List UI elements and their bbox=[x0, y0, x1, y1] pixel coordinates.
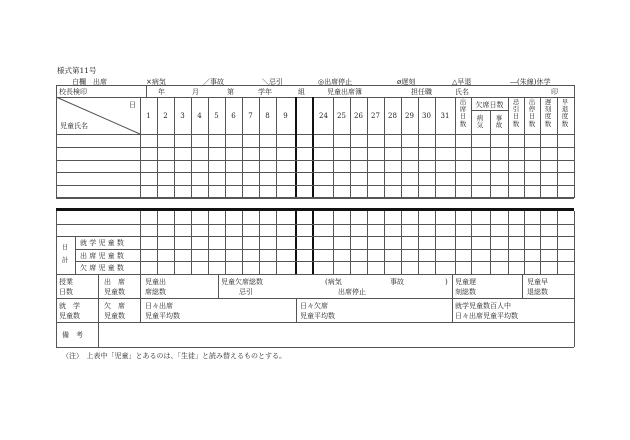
day-25: 25 bbox=[337, 112, 346, 120]
sick-total-label: (病気 bbox=[325, 278, 342, 286]
suspension-total-label: 出席停止 bbox=[338, 288, 366, 296]
teacher-label: 担任職 bbox=[411, 88, 432, 96]
enrolled-count-label: 就 学 児 童 数 bbox=[80, 239, 124, 247]
legend-sick: ×病気 bbox=[146, 78, 166, 86]
enrolled-students-l2: 児童数 bbox=[59, 312, 80, 320]
break-line bbox=[56, 208, 574, 211]
rate-l1: 就学児童数百人中 bbox=[455, 302, 511, 310]
attend-days-header: 出席日数 bbox=[459, 98, 467, 128]
legend-early: △早退 bbox=[452, 78, 472, 86]
year-label: 年 bbox=[158, 88, 165, 96]
daily-attend-l2: 児童平均数 bbox=[145, 312, 180, 320]
daily-attend-l1: 日々出席 bbox=[145, 302, 173, 310]
absence-days-header: 欠席日数 bbox=[475, 101, 504, 109]
suspension-header: 出停日数 bbox=[528, 98, 536, 128]
early-total-l2: 退総数 bbox=[527, 288, 548, 296]
class-days-l2: 日数 bbox=[59, 288, 73, 296]
early-total-l1: 児童早 bbox=[527, 278, 548, 286]
sick-header: 病気 bbox=[476, 114, 484, 130]
legend-suspension: ◎出席停止 bbox=[318, 78, 353, 86]
legend-accident: ／事故 bbox=[203, 78, 224, 86]
day-26: 26 bbox=[354, 112, 363, 120]
mourning-header: 忌引日数 bbox=[512, 98, 520, 128]
day-6: 6 bbox=[231, 112, 236, 120]
paren-close: ) bbox=[445, 278, 448, 286]
day-4: 4 bbox=[197, 112, 202, 120]
day-24: 24 bbox=[319, 112, 328, 120]
dai-label: 第 bbox=[227, 88, 234, 96]
enrolled-students-l1: 就 学 bbox=[59, 302, 80, 310]
day-27: 27 bbox=[371, 112, 380, 120]
legend-late: ø遅刻 bbox=[397, 78, 416, 86]
daily-absent-l2: 児童平均数 bbox=[300, 312, 335, 320]
day-9: 9 bbox=[283, 112, 288, 120]
day-29: 29 bbox=[405, 112, 414, 120]
seal-label: 印 bbox=[551, 88, 558, 96]
corner-student-label: 児童氏名 bbox=[60, 122, 88, 130]
late-total-l1: 児童遅 bbox=[455, 278, 476, 286]
absent-count-label: 欠 席 児 童 数 bbox=[80, 264, 124, 272]
absent-students-l1: 欠 席 bbox=[104, 302, 125, 310]
accident-header: 事故 bbox=[495, 114, 503, 130]
day-30: 30 bbox=[422, 112, 431, 120]
month-label: 月 bbox=[192, 88, 199, 96]
rate-l2: 日々出席児童平均数 bbox=[455, 312, 518, 320]
total-attend-l1: 児童出 bbox=[145, 278, 166, 286]
attend-students-l1: 出 席 bbox=[104, 278, 125, 286]
early-header: 早退度数 bbox=[561, 98, 569, 128]
attend-students-l2: 児童数 bbox=[104, 288, 125, 296]
attend-count-label: 出 席 児 童 数 bbox=[80, 252, 124, 260]
day-8: 8 bbox=[265, 112, 270, 120]
mourning-total-label: 忌引 bbox=[239, 288, 253, 296]
day-7: 7 bbox=[248, 112, 253, 120]
class-days-l1: 授業 bbox=[59, 278, 73, 286]
footnote: （注） 上表中「児童」とあるのは、「生徒」と読み替えるものとする。 bbox=[62, 352, 286, 360]
day-28: 28 bbox=[388, 112, 397, 120]
grade-label: 学年 bbox=[258, 88, 272, 96]
total-absent-label: 児童欠席総数 bbox=[221, 278, 263, 286]
day-5: 5 bbox=[214, 112, 219, 120]
name-label: 氏名 bbox=[455, 88, 469, 96]
late-header: 遅刻度数 bbox=[544, 98, 552, 128]
legend-mourning: ＼忌引 bbox=[262, 78, 283, 86]
accident-total-label: 事故 bbox=[390, 278, 404, 286]
principal-seal-label: 校長検印 bbox=[59, 88, 87, 96]
day-1: 1 bbox=[146, 112, 151, 120]
daily-total-label: 日計 bbox=[61, 243, 69, 264]
day-2: 2 bbox=[163, 112, 168, 120]
remarks-label: 備 考 bbox=[62, 331, 83, 339]
late-total-l2: 刻総数 bbox=[455, 288, 476, 296]
form-number: 様式第11号 bbox=[57, 66, 97, 75]
day-31: 31 bbox=[440, 112, 450, 120]
legend-leave: ―(朱線)休学 bbox=[510, 78, 551, 86]
corner-day-label: 日 bbox=[129, 101, 136, 109]
absent-students-l2: 児童数 bbox=[104, 312, 125, 320]
day-3: 3 bbox=[180, 112, 185, 120]
legend-present: 白欄 出席 bbox=[72, 78, 107, 86]
register-title: 児童出席簿 bbox=[327, 88, 362, 96]
kumi-label: 組 bbox=[298, 88, 305, 96]
total-attend-l2: 席総数 bbox=[145, 288, 166, 296]
daily-absent-l1: 日々欠席 bbox=[300, 302, 328, 310]
